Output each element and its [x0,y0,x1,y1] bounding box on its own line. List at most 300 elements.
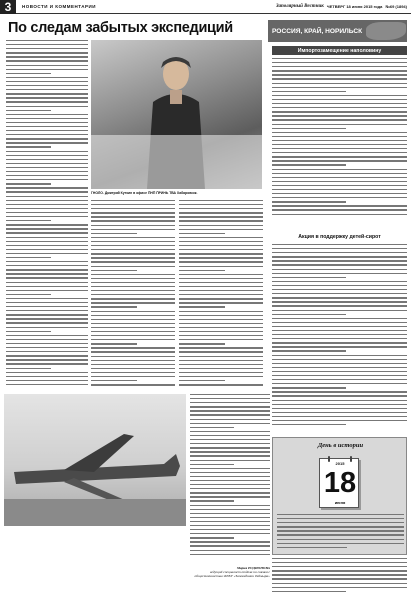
text-line [91,212,175,213]
text-line [190,472,270,473]
text-line [272,95,407,96]
region-map-icon [366,22,406,40]
text-line [272,318,407,319]
text-line [6,130,88,131]
text-line [277,530,404,531]
text-line [6,204,88,205]
text-line [272,420,407,421]
text-line [6,81,88,82]
text-line [6,179,88,180]
text-line [6,376,88,377]
text-line [91,237,175,238]
text-line [91,364,175,365]
text-line [272,338,407,339]
text-line [272,164,346,165]
aircraft-photo [4,394,186,526]
text-line [91,319,175,320]
text-line [190,447,270,448]
text-line [272,132,407,133]
text-line [6,159,88,160]
text-line [91,343,137,344]
text-line [190,554,270,555]
text-line [91,225,175,226]
text-line [190,410,270,411]
text-line [6,89,88,90]
box1-text [272,58,407,221]
text-line [179,208,263,209]
text-line [272,107,407,108]
text-line [179,339,263,340]
text-line [91,294,175,295]
text-line [91,200,175,201]
text-line [6,286,88,287]
section-label: НОВОСТИ И КОММЕНТАРИИ [22,4,96,9]
text-line [190,492,270,493]
page-number: 3 [0,0,16,14]
text-line [179,294,263,295]
text-line [272,111,407,112]
text-line [272,103,407,104]
text-line [272,252,407,253]
article-text-column-3 [179,200,263,392]
text-line [277,539,404,540]
text-line [6,380,88,381]
text-line [190,513,270,514]
text-line [272,256,407,257]
text-line [179,212,263,213]
text-line [6,343,88,344]
text-line [272,326,407,327]
text-line [272,314,346,315]
text-line [179,245,263,246]
text-line [6,249,88,250]
text-line [272,87,407,88]
text-line [179,343,225,344]
text-line [272,181,407,182]
box2-title: Акция в поддержку детей-сирот [298,234,381,240]
text-line [272,375,407,376]
text-line [272,136,407,137]
text-line [91,302,175,303]
text-line [6,306,88,307]
text-line [179,384,263,385]
box1-title: Импортозамещение наполовину [272,46,407,55]
text-line [91,204,175,205]
text-line [91,241,175,242]
text-line [272,350,346,351]
text-line [272,591,346,592]
text-line [6,384,88,385]
text-line [190,402,270,403]
text-line [190,500,234,501]
text-line [6,302,88,303]
text-line [179,200,263,201]
text-line [272,185,407,186]
text-line [6,359,88,360]
text-line [272,152,407,153]
text-line [272,66,407,67]
text-line [91,290,175,291]
text-line [190,488,270,489]
text-line [91,347,175,348]
author-signature [190,566,270,598]
text-line [91,360,175,361]
page-header [0,0,411,14]
text-line [272,119,407,120]
text-line [272,570,407,571]
text-line [190,443,270,444]
issue-number: №69 (1894) [385,4,407,9]
text-line [6,52,88,53]
text-line [272,330,407,331]
text-line [272,285,407,286]
text-line [179,335,263,336]
text-line [190,464,234,465]
text-line [6,97,88,98]
article-headline: По следам забытых экспедиций [8,20,233,36]
text-line [6,298,88,299]
text-line [272,578,407,579]
text-line [6,44,88,45]
text-line [179,266,263,267]
text-line [6,155,88,156]
author-note: ведущий специалист отдела по связям с общественностью ФГБУ «Заповедники Таймыра» [194,570,270,579]
text-line [6,261,88,262]
text-line [272,209,407,210]
text-line [272,355,407,356]
text-line [272,400,407,401]
day-in-history-continued [272,558,407,598]
text-line [6,237,88,238]
text-line [272,293,407,294]
text-line [272,128,346,129]
text-line [6,232,88,233]
text-line [6,265,88,266]
text-line [272,173,407,174]
text-line [272,412,407,413]
text-line [272,189,407,190]
text-line [272,140,407,141]
text-line [6,69,88,70]
text-line [6,93,88,94]
text-line [272,197,407,198]
text-line [91,306,137,307]
text-line [272,562,407,563]
text-line [190,484,270,485]
text-line [272,346,407,347]
text-line [179,257,263,258]
text-line [6,40,88,41]
text-line [272,277,346,278]
text-line [6,171,88,172]
masthead-logo: Заполярный Вестник [275,4,324,9]
text-line [272,115,407,116]
photo-caption: ГНОЛО. Дмитрий Куткин в офисе ПНП ПРИНЬ ТВА Хабаровскк. [91,191,198,195]
text-line [272,99,407,100]
text-line [272,160,407,161]
calendar-icon [319,458,359,508]
issue-date: ЧЕТВЕРГ 18 июня 2015 года [326,4,383,9]
text-line [179,380,225,381]
text-line [190,541,270,542]
text-line [190,537,234,538]
text-line [277,534,404,535]
text-line [6,282,88,283]
text-line [179,319,263,320]
text-line [91,261,175,262]
text-line [91,311,175,312]
text-line [277,526,404,527]
text-line [190,521,270,522]
text-line [91,220,175,221]
text-line [179,290,263,291]
text-line [6,347,88,348]
text-line [272,70,407,71]
text-line [6,77,88,78]
text-line [6,134,88,135]
text-line [6,322,88,323]
text-line [6,200,88,201]
text-line [272,58,407,59]
text-line [91,339,175,340]
text-line [6,175,88,176]
text-line [272,169,407,170]
text-line [179,225,263,226]
text-line [6,122,88,123]
text-line [91,327,175,328]
text-line [179,351,263,352]
text-line [91,315,175,316]
text-line [190,545,270,546]
text-line [6,220,51,221]
text-line [272,342,407,343]
text-line [272,214,407,215]
text-line [179,220,263,221]
text-line [91,380,137,381]
text-line [272,371,407,372]
text-line [272,367,407,368]
text-line [272,148,407,149]
text-line [190,533,270,534]
text-line [179,302,263,303]
text-line [91,372,175,373]
text-line [272,205,407,206]
text-line [190,435,270,436]
text-line [91,351,175,352]
text-line [179,323,263,324]
text-line [272,91,346,92]
text-line [179,278,263,279]
text-line [91,335,175,336]
article-text-column-4 [190,394,270,562]
text-line [179,311,263,312]
text-line [190,517,270,518]
text-line [179,306,225,307]
article-photo [91,40,262,189]
text-line [272,424,346,425]
day-in-history-title: День в истории [317,442,364,449]
text-line [272,383,407,384]
text-line [272,156,407,157]
text-line [179,253,263,254]
text-line [91,331,175,332]
text-line [6,245,88,246]
text-line [179,298,263,299]
article-text-column-2 [91,200,175,392]
text-line [272,574,407,575]
text-line [91,274,175,275]
text-line [179,347,263,348]
text-line [190,423,270,424]
text-line [190,529,270,530]
text-line [179,274,263,275]
text-line [91,249,175,250]
text-line [6,167,88,168]
text-line [6,310,88,311]
text-line [190,550,270,551]
text-line [272,248,407,249]
text-line [6,110,51,111]
text-line [6,142,88,143]
text-line [277,522,404,523]
text-line [272,244,407,245]
text-line [179,261,263,262]
text-line [190,394,270,395]
text-line [179,216,263,217]
text-line [272,587,407,588]
text-line [190,525,270,526]
text-line [190,505,270,506]
text-line [91,233,137,234]
text-line [190,398,270,399]
issue-dateline [276,4,407,9]
text-line [91,245,175,246]
text-line [190,480,270,481]
text-line [179,368,263,369]
text-line [190,460,270,461]
text-line [272,297,407,298]
text-line [277,518,404,519]
text-line [179,237,263,238]
text-line [6,339,88,340]
text-line [179,249,263,250]
text-line [6,163,88,164]
text-line [91,229,175,230]
text-line [272,301,407,302]
text-line [6,224,88,225]
text-line [272,387,346,388]
text-line [272,273,407,274]
text-line [277,543,404,544]
text-line [272,395,407,396]
text-line [272,408,407,409]
text-line [6,187,88,188]
text-line [179,204,263,205]
text-line [6,151,88,152]
text-line [272,177,407,178]
author-name: Мария РОДИОНОВА [236,566,270,570]
text-line [277,514,404,515]
text-line [91,270,137,271]
text-line [272,558,407,559]
text-line [190,406,270,407]
text-line [6,318,88,319]
text-line [6,106,88,107]
text-line [6,65,88,66]
text-line [272,264,407,265]
text-line [6,118,88,119]
text-line [6,327,88,328]
text-line [190,414,270,415]
text-line [190,419,270,420]
text-line [190,509,270,510]
text-line [6,101,88,102]
text-line [272,193,407,194]
text-line [6,138,88,139]
text-line [6,290,88,291]
text-line [6,363,88,364]
text-line [91,384,175,385]
text-line [179,229,263,230]
text-line [179,376,263,377]
text-line [6,56,88,57]
text-line [91,286,175,287]
text-line [6,368,51,369]
text-line [6,355,88,356]
text-line [272,379,407,380]
calendar-month: июня [334,500,346,505]
text-line [6,73,51,74]
text-line [190,476,270,477]
text-line [272,74,407,75]
text-line [6,191,88,192]
text-line [190,455,270,456]
text-line [179,270,225,271]
text-line [91,266,175,267]
text-line [6,60,88,61]
text-line [6,85,88,86]
box2-text [272,244,407,432]
text-line [272,391,407,392]
text-line [179,372,263,373]
calendar-year: 2015 [335,461,345,466]
text-line [91,216,175,217]
text-line [272,201,346,202]
text-line [272,305,407,306]
text-line [6,216,88,217]
text-line [190,468,270,469]
text-line [272,334,407,335]
text-line [6,228,88,229]
text-line [91,253,175,254]
text-line [91,257,175,258]
text-line [272,281,407,282]
text-line [179,241,263,242]
text-line [6,146,51,147]
text-line [272,124,407,125]
text-line [179,233,225,234]
text-line [6,183,51,184]
text-line [6,294,51,295]
text-line [272,289,407,290]
text-line [6,277,88,278]
text-line [6,269,88,270]
text-line [91,368,175,369]
text-line [272,144,407,145]
text-line [91,376,175,377]
text-line [6,351,88,352]
text-line [6,273,88,274]
